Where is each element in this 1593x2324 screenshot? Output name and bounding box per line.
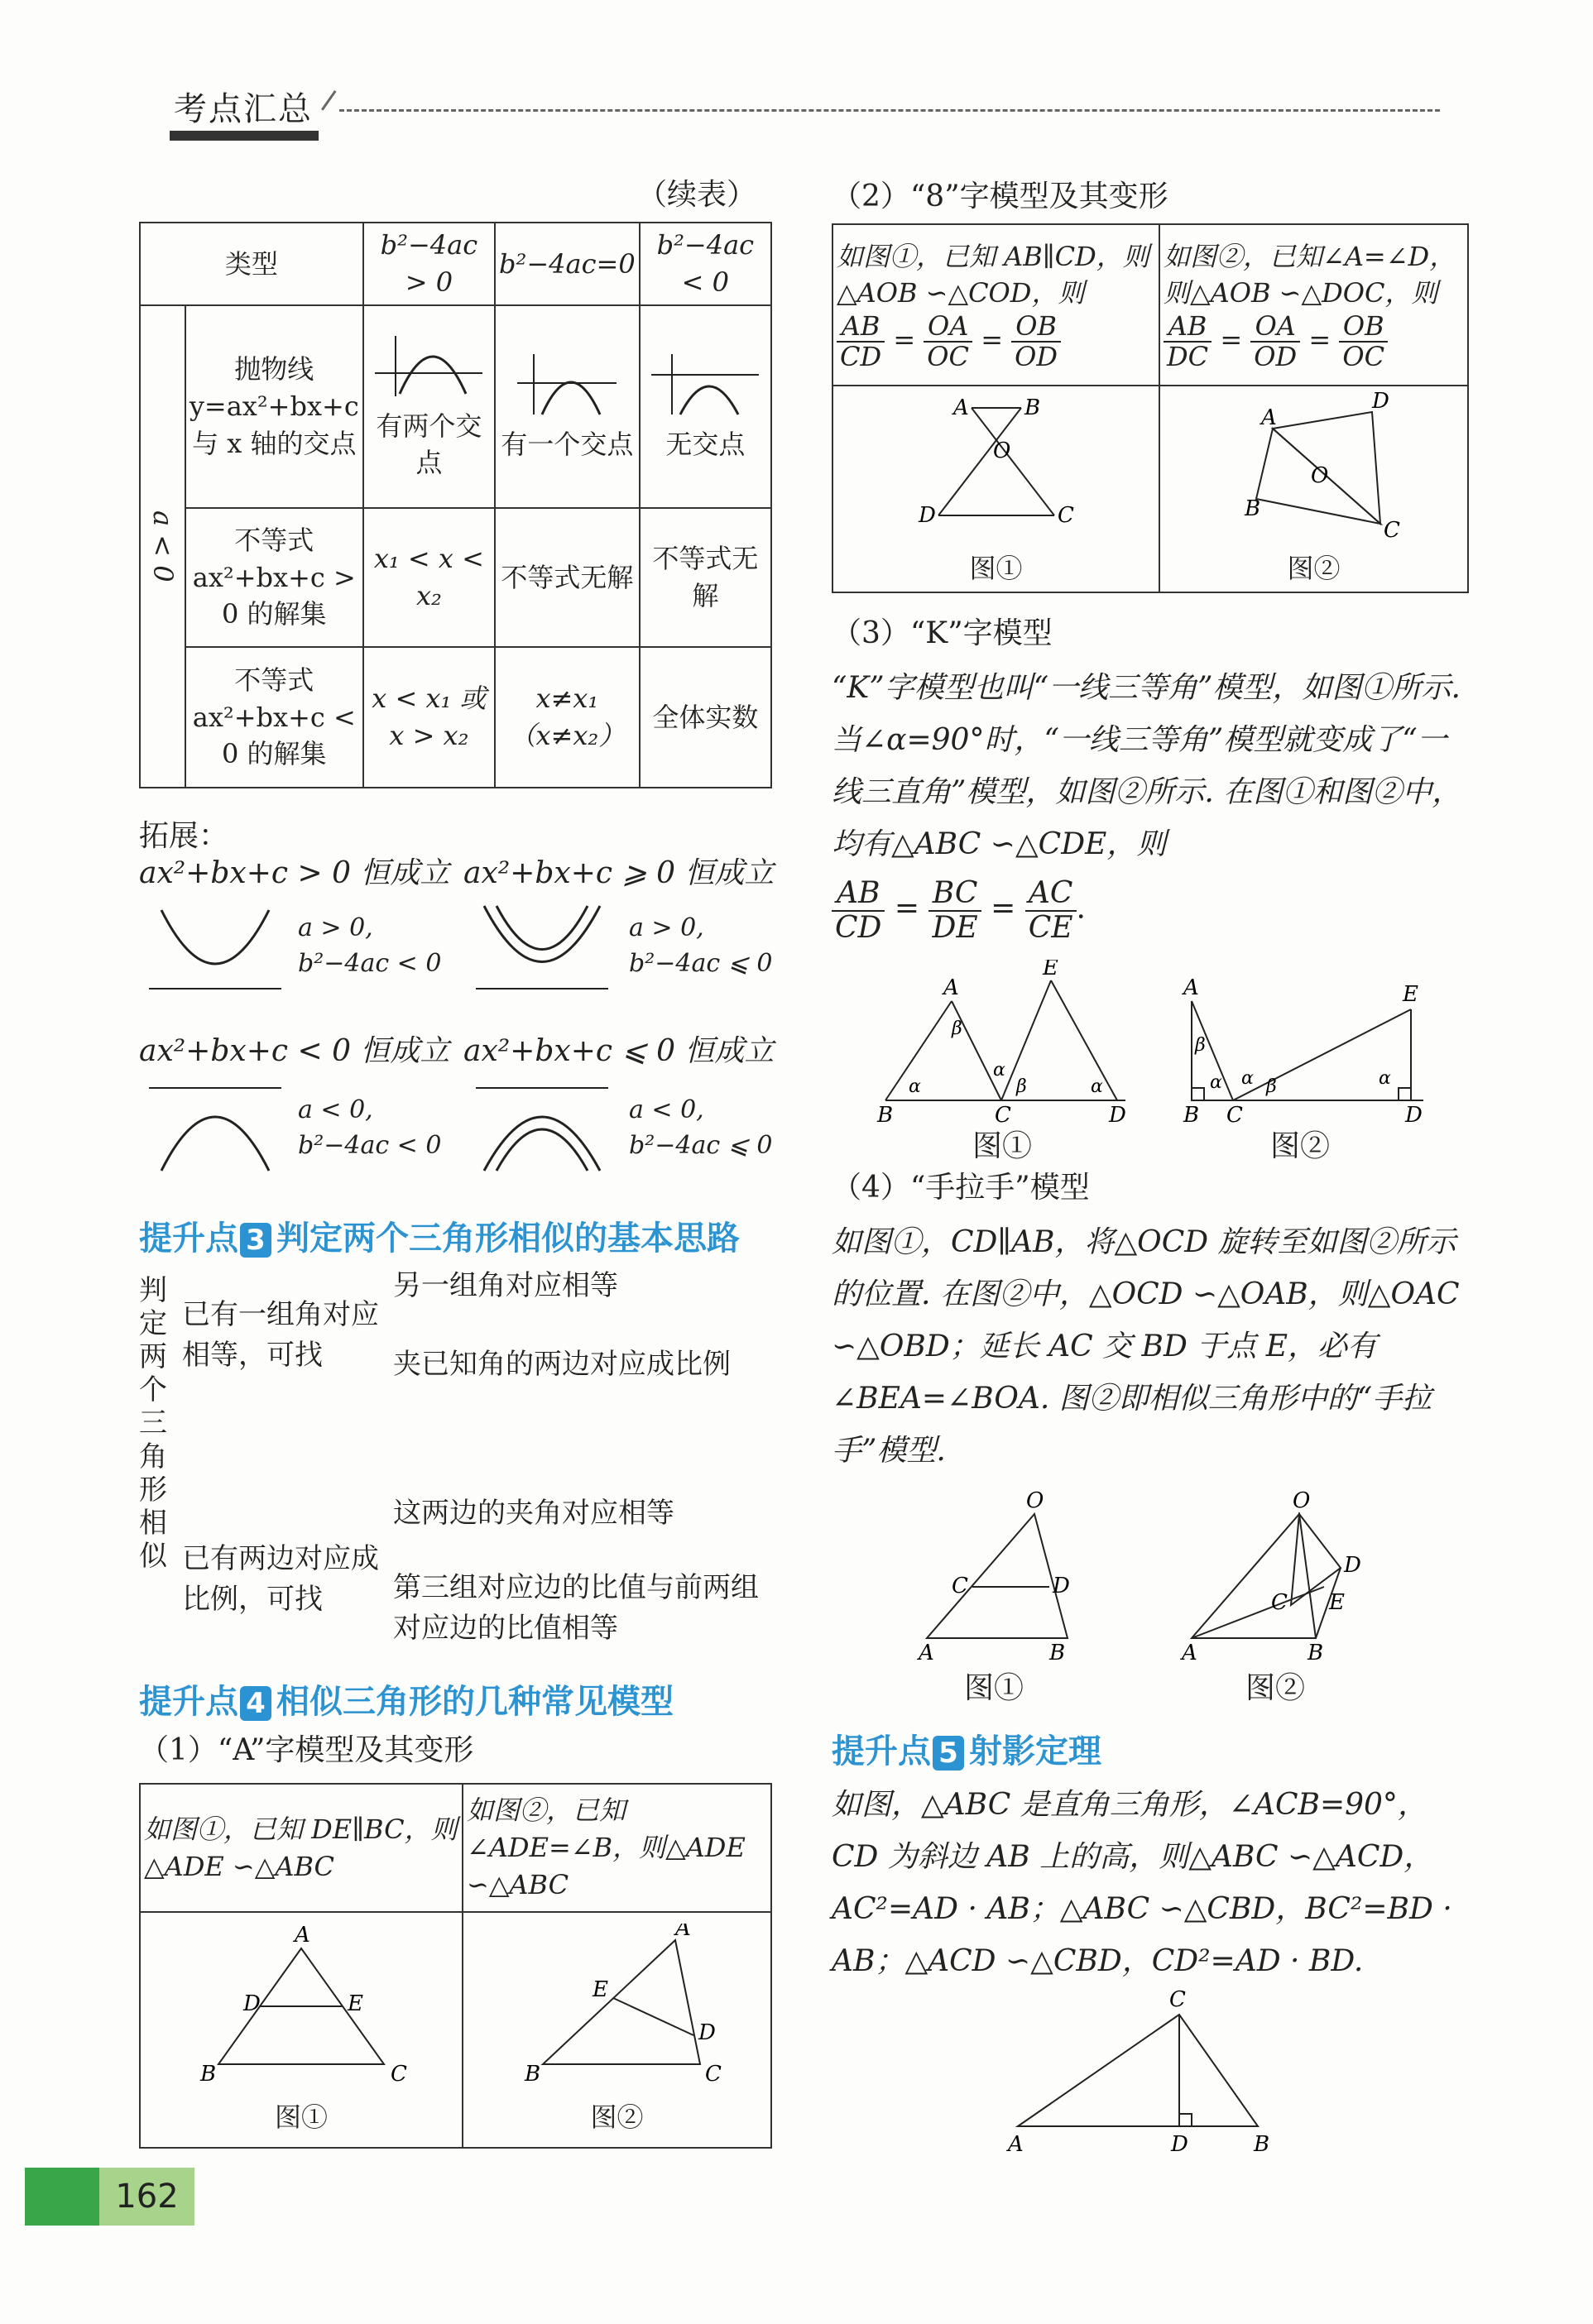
header-title: 考点汇总	[174, 90, 313, 128]
svg-text:B: B	[877, 1103, 894, 1128]
svg-text:D: D	[1109, 1103, 1126, 1128]
right-sub4: （4）“手拉手”模型	[832, 1171, 1090, 1205]
ext-2a: a > 0,	[629, 913, 704, 942]
ext-3a: a < 0,	[298, 1095, 373, 1124]
svg-text:D: D	[243, 1991, 261, 2017]
header-underline	[170, 131, 319, 141]
svg-text:α: α	[909, 1076, 921, 1097]
row1-cell-2: 有一个交点	[495, 305, 640, 508]
ext-2b: b²−4ac ⩽ 0	[629, 949, 773, 978]
col-header-zero: b²−4ac=0	[495, 223, 640, 305]
svg-text:A: A	[1008, 2132, 1024, 2157]
ext-title: 拓展：	[139, 819, 229, 853]
right-sub3: （3）“K”字模型	[832, 616, 1053, 650]
point5-heading: 提升点 5 射影定理	[832, 1732, 1101, 1771]
svg-text:A: A	[295, 1924, 310, 1948]
ext-4a: a < 0,	[629, 1095, 704, 1124]
point3-branch-2a: 这两边的夹角对应相等	[393, 1497, 674, 1530]
svg-text:A: A	[943, 975, 959, 1000]
downward-parabola-icon	[145, 1080, 294, 1175]
point3-root: 判定两个三角形相似	[139, 1274, 167, 1573]
point4-heading: 提升点 4 相似三角形的几种常见模型	[139, 1683, 674, 1721]
svg-text:C: C	[1057, 502, 1074, 528]
point4-sub1: （1）“A”字模型及其变形	[139, 1733, 474, 1767]
row3-cell-2: x≠x₁ （x≠x₂）	[495, 647, 640, 788]
row2-cell-3: 不等式无解	[640, 508, 771, 647]
svg-text:B: B	[1308, 1641, 1324, 1665]
hand-model-fig-1-label: 图①	[964, 1671, 1024, 1705]
ext-cond-4: ax²+bx+c ⩽ 0 恒成立	[463, 1034, 775, 1068]
a-model-fig-1: A D E B C 图①	[140, 1912, 463, 2148]
k-model-fraction: $\frac{AB}{CD}$ = $\frac{BC}{DE}$ = $\frac{AC}{CE}$ .	[832, 877, 1086, 944]
svg-text:B: B	[1244, 496, 1260, 521]
hand-model-fig-2	[1175, 1489, 1390, 1671]
row1-cell-1: 有两个交点	[363, 305, 495, 508]
svg-text:B: B	[1183, 1103, 1200, 1128]
svg-text:C: C	[704, 2062, 722, 2087]
row2-label: 不等式 ax²+bx+c > 0 的解集	[185, 508, 363, 647]
row2-cell-1: x₁ < x < x₂	[363, 508, 495, 647]
a-model-cond-1: 如图①，已知 DE∥BC，则△ADE ∽△ABC	[140, 1784, 463, 1912]
point3-branch-1a: 另一组角对应相等	[393, 1269, 618, 1302]
right-sub2: （2）“8”字模型及其变形	[832, 180, 1168, 213]
discriminant-table	[139, 222, 772, 788]
svg-text:A: A	[1182, 1641, 1197, 1665]
hand-model-text: 如图①，CD∥AB，将△OCD 旋转至如图②所示的位置. 在图②中，△OCD ∽△OAB，则△OAC ∽△OBD；延长 AC 交 BD 于点 E，必有∠BEA=∠BOA. 图②即相似三角形中的“手拉手”模型.	[832, 1225, 1460, 1468]
svg-text:O: O	[1310, 462, 1328, 488]
svg-text:E: E	[1043, 960, 1058, 980]
svg-text:α: α	[1091, 1076, 1103, 1097]
col-header-type: 类型	[140, 223, 363, 305]
eight-model-cond-1: 如图①，已知 AB∥CD，则△AOB ∽△COD，则 $\frac{AB}{CD}$ = $\frac{OA}{OC}$ = $\frac{OB}{OD}$	[832, 224, 1159, 386]
col-header-pos: b²−4ac > 0	[363, 223, 495, 305]
svg-text:β: β	[1266, 1076, 1277, 1097]
svg-text:O: O	[992, 438, 1010, 463]
eight-model-triangle-1	[889, 391, 1104, 540]
svg-text:B: B	[524, 2062, 540, 2087]
point3-heading: 提升点 3 判定两个三角形相似的基本思路	[139, 1220, 740, 1258]
svg-text:α: α	[1210, 1072, 1222, 1093]
eight-model-table	[832, 223, 1469, 593]
point3-branch-2b: 第三组对应边的比值与前两组对应边的比值相等	[393, 1571, 759, 1646]
parabola-two-roots-icon	[371, 332, 487, 398]
ext-3b: b²−4ac < 0	[298, 1131, 442, 1160]
svg-text:A: A	[919, 1641, 934, 1665]
svg-text:β: β	[1016, 1076, 1027, 1097]
row3-label: 不等式 ax²+bx+c < 0 的解集	[185, 647, 363, 788]
col-header-neg: b²−4ac < 0	[640, 223, 771, 305]
eight-model-fig-2: A D O B C 图②	[1159, 386, 1468, 592]
a-model-triangle-1	[194, 1924, 409, 2089]
row3-cell-3: 全体实数	[640, 647, 771, 788]
svg-text:O: O	[1293, 1489, 1311, 1513]
point3-branch-2: 已有两边对应成比例，可找	[182, 1542, 379, 1617]
ext-1a: a > 0,	[298, 913, 373, 942]
svg-text:C: C	[1226, 1103, 1243, 1128]
ext-1b: b²−4ac < 0	[298, 949, 442, 978]
svg-text:C: C	[1169, 1987, 1186, 2012]
svg-text:O: O	[1026, 1489, 1044, 1513]
svg-text:E: E	[348, 1991, 363, 2017]
k-model-fig-2-label: 图②	[1270, 1129, 1331, 1163]
a-label: a < 0	[140, 305, 185, 788]
svg-text:β: β	[1195, 1035, 1206, 1056]
projection-text: 如图，△ABC 是直角三角形，∠ACB=90°，CD 为斜边 AB 上的高，则△ABC ∽△ACD，AC²=AD · AB；△ABC ∽△CBD，BC²=BD · AB；△ACD ∽△CBD，CD²=AD · BD.	[832, 1788, 1452, 1978]
svg-text:D: D	[1344, 1553, 1361, 1578]
svg-text:D: D	[698, 2020, 716, 2046]
svg-text:B: B	[1024, 395, 1040, 420]
parabola-one-root-icon	[513, 350, 621, 416]
svg-text:A: A	[1260, 405, 1277, 430]
ext-cond-2: ax²+bx+c ⩾ 0 恒成立	[463, 856, 775, 890]
svg-text:D: D	[1053, 1574, 1070, 1598]
projection-fig	[1001, 1981, 1299, 2163]
a-model-triangle-2	[510, 1924, 725, 2089]
point3-branch-1b: 夹已知角的两边对应成比例	[393, 1348, 731, 1381]
k-model-fig-1-label: 图①	[972, 1129, 1033, 1163]
parabola-no-root-icon	[647, 350, 763, 416]
svg-text:β: β	[952, 1018, 962, 1039]
svg-text:A: A	[674, 1924, 691, 1942]
svg-text:D: D	[918, 502, 936, 528]
point3-branch-1: 已有一组角对应相等，可找	[182, 1298, 379, 1373]
ext-cond-3: ax²+bx+c < 0 恒成立	[139, 1034, 450, 1068]
svg-text:B: B	[200, 2062, 217, 2087]
continued-label: （续表）	[637, 178, 757, 212]
svg-text:C: C	[995, 1103, 1011, 1128]
row1-cell-3: 无交点	[640, 305, 771, 508]
svg-text:A: A	[1183, 975, 1199, 1000]
eight-model-cond-2: 如图②，已知∠A=∠D，则△AOB ∽△DOC，则 $\frac{AB}{DC}$ = $\frac{OA}{OD}$ = $\frac{OB}{OC}$	[1159, 224, 1468, 386]
svg-text:B: B	[1254, 2132, 1270, 2157]
k-model-text: “K”字模型也叫“一线三等角”模型，如图①所示. 当∠α=90°时，“一线三等角”模型就变成了“一线三直角”模型，如图②所示. 在图①和图②中，均有△ABC ∽△CDE，则	[832, 671, 1462, 861]
svg-text:D: D	[1405, 1103, 1423, 1128]
eight-model-fig-1: A B O D C 图①	[832, 386, 1159, 592]
svg-text:α: α	[993, 1060, 1005, 1081]
svg-text:C: C	[1383, 517, 1400, 540]
svg-text:C: C	[1271, 1590, 1288, 1615]
upward-parabola-icon	[145, 902, 294, 997]
svg-text:E: E	[1403, 982, 1418, 1007]
svg-text:E: E	[1329, 1590, 1345, 1615]
tangent-downward-parabola-icon	[472, 1080, 621, 1175]
header-divider-slant	[321, 90, 337, 111]
a-model-table	[139, 1783, 772, 2149]
ext-4b: b²−4ac ⩽ 0	[629, 1131, 773, 1160]
svg-text:α: α	[1379, 1068, 1391, 1089]
svg-text:B: B	[1049, 1641, 1066, 1665]
svg-text:A: A	[952, 395, 969, 420]
row2-cell-2: 不等式无解	[495, 508, 640, 647]
k-model-fig-1	[869, 960, 1134, 1150]
row1-label: 抛物线 y=ax²+bx+c 与 x 轴的交点	[185, 305, 363, 508]
ext-cond-1: ax²+bx+c > 0 恒成立	[139, 856, 450, 890]
page-number: 162	[99, 2168, 194, 2226]
header-divider	[339, 109, 1440, 112]
svg-text:C: C	[952, 1574, 968, 1598]
svg-text:E: E	[592, 1977, 608, 2003]
eight-model-triangle-2	[1207, 391, 1422, 540]
hand-model-fig-2-label: 图②	[1245, 1671, 1306, 1705]
tangent-upward-parabola-icon	[472, 902, 621, 997]
svg-text:α: α	[1241, 1068, 1254, 1089]
k-model-fig-2	[1175, 960, 1448, 1150]
row3-cell-1: x < x₁ 或 x > x₂	[363, 647, 495, 788]
svg-text:D: D	[1171, 2132, 1188, 2157]
svg-text:C: C	[391, 2062, 407, 2087]
a-model-cond-2: 如图②，已知∠ADE=∠B，则△ADE ∽△ABC	[463, 1784, 771, 1912]
a-model-fig-2: A E D B C 图②	[463, 1912, 771, 2148]
hand-model-fig-1	[910, 1489, 1109, 1671]
svg-text:D: D	[1371, 391, 1389, 414]
